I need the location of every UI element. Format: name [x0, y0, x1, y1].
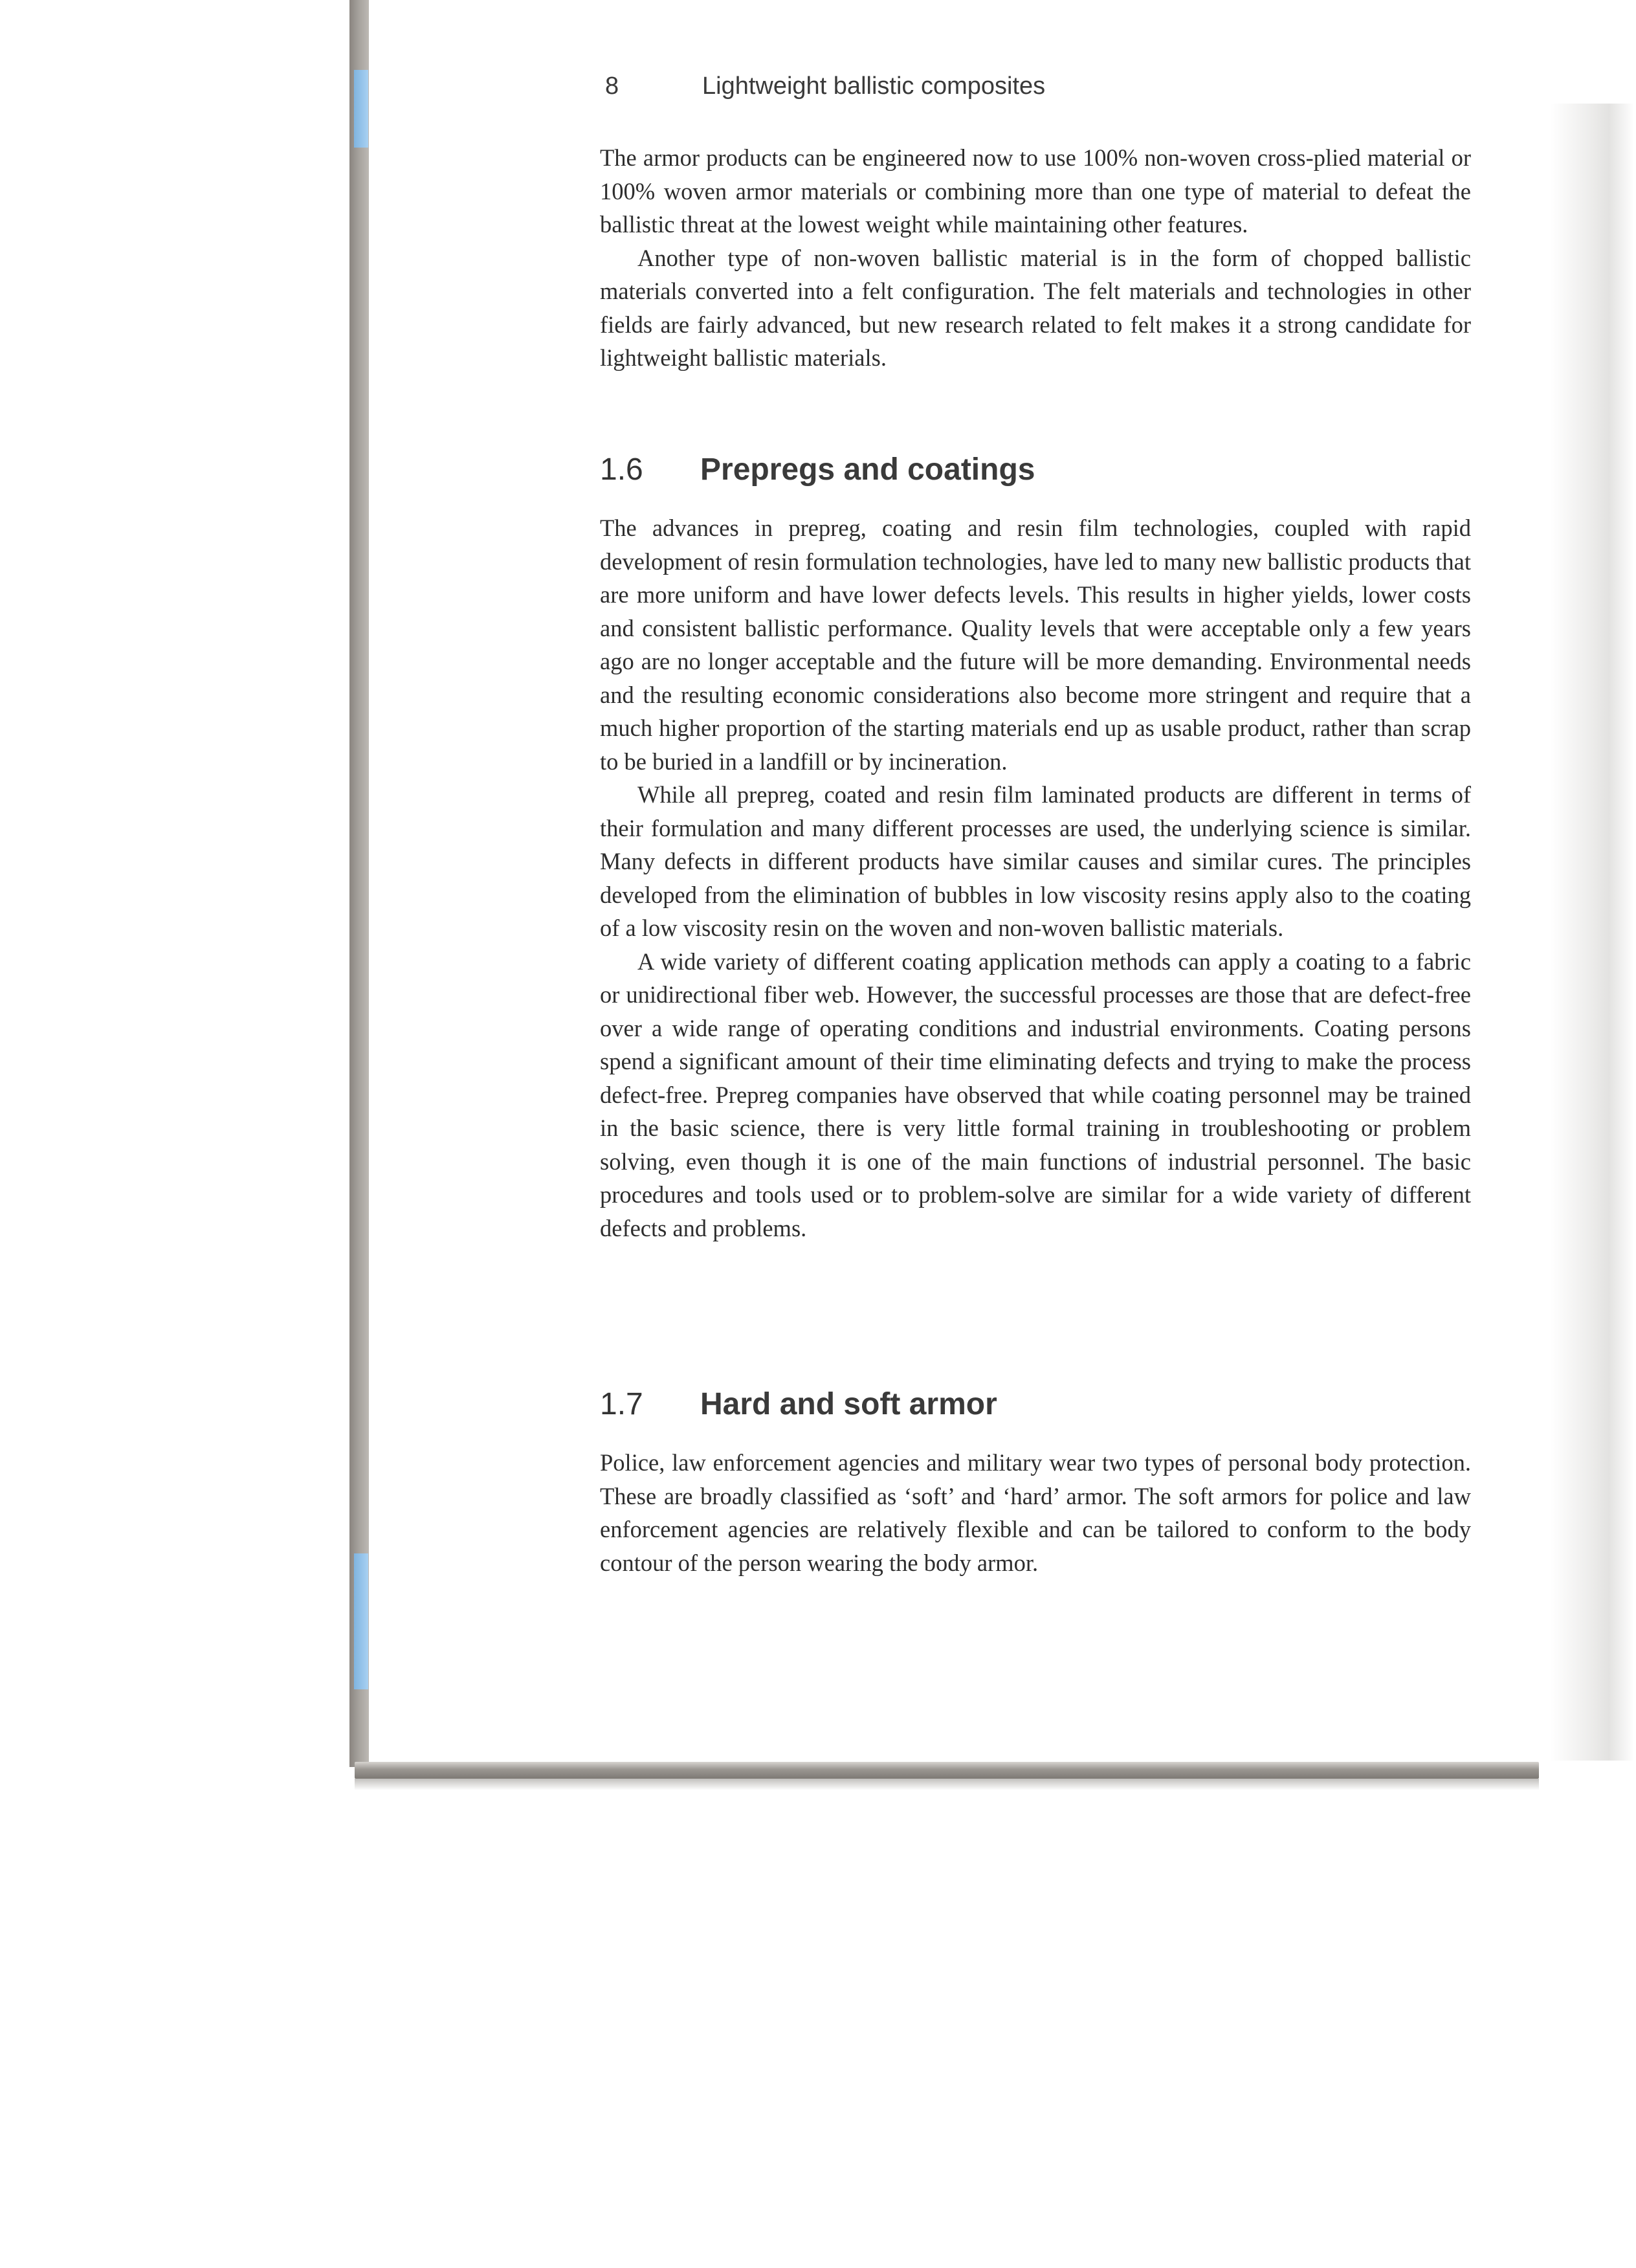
paragraph: While all prepreg, coated and resin film laminated products are different in terms of their formulation and many different processes are used, the underlying science is similar. Many defects in different products have similar causes and similar cures. The principles developed from the elimination of bubbles in low viscosity resins apply also to the coating of a low viscosity resin on the woven and non-woven ballistic materials.	[600, 781, 1471, 941]
paragraph: The advances in prepreg, coating and resin film technologies, coupled with rapid development of resin formulation technologies, have led to many new ballistic products that are more uniform and have lower defects levels. This results in higher yields, lower costs and consistent ballistic performance. Quality levels that were acceptable only a few years ago are no longer acceptable and the future will be more demanding. Environmental needs and the resulting economic considerations also become more stringent and require that a much higher proportion of the starting materials end up as usable product, rather than scrap to be buried in a landfill or by incineration.	[600, 515, 1471, 775]
book-spine-edge	[349, 0, 369, 1767]
section-heading-1-6	[600, 452, 1035, 487]
book-title: Lightweight ballistic composites	[702, 72, 1046, 100]
section-number: 1.7	[600, 1387, 643, 1421]
section-heading-1-7	[600, 1386, 997, 1422]
section-1-7-text-block	[600, 1446, 1471, 1579]
book-bottom-shadow	[355, 1779, 1539, 1790]
paragraph: Another type of non-woven ballistic material is in the form of chopped ballistic materials converted into a felt configuration. The felt materials and technologies in other fields are fairly advanced, but new research related to felt makes it a strong candidate for lightweight ballistic materials.	[600, 244, 1471, 371]
paragraph: Police, law enforcement agencies and military wear two types of personal body protection. These are broadly classified as ‘soft’ and ‘hard’ armor. The soft armors for police and law enforcement agencies are relatively flexible and can be tailored to conform to the body contour of the person wearing the body armor.	[600, 1449, 1471, 1576]
section-number: 1.6	[600, 452, 643, 487]
paragraph: A wide variety of different coating application methods can apply a coating to a fabric or unidirectional fiber web. However, the successful processes are those that are defect-free over a wide range of operating conditions and industrial environments. Coating persons spend a significant amount of their time eliminating defects and trying to make the process defect-free. Prepreg companies have observed that while coating personnel may be trained in the basic science, there is very little formal training in troubleshooting or problem solving, even though it is one of the main functions of industrial personnel. The basic procedures and tools used or to problem-solve are similar for a wide variety of different defects and problems.	[600, 948, 1471, 1241]
section-title: Prepregs and coatings	[700, 452, 1035, 487]
running-head	[605, 72, 1045, 100]
page-curl-shadow	[1550, 104, 1634, 1761]
intro-text-block	[600, 141, 1471, 375]
section-title: Hard and soft armor	[700, 1387, 997, 1421]
book-bottom-edge	[355, 1762, 1539, 1779]
section-1-6-text-block	[600, 511, 1471, 1245]
edge-tab-marker	[354, 1553, 368, 1689]
page-number: 8	[605, 72, 619, 100]
edge-tab-marker	[354, 70, 368, 148]
paragraph: The armor products can be engineered now to use 100% non-woven cross-plied material or 100% woven armor materials or combining more than one type of material to defeat the ballistic threat at the lowest weight while maintaining other features.	[600, 144, 1471, 238]
